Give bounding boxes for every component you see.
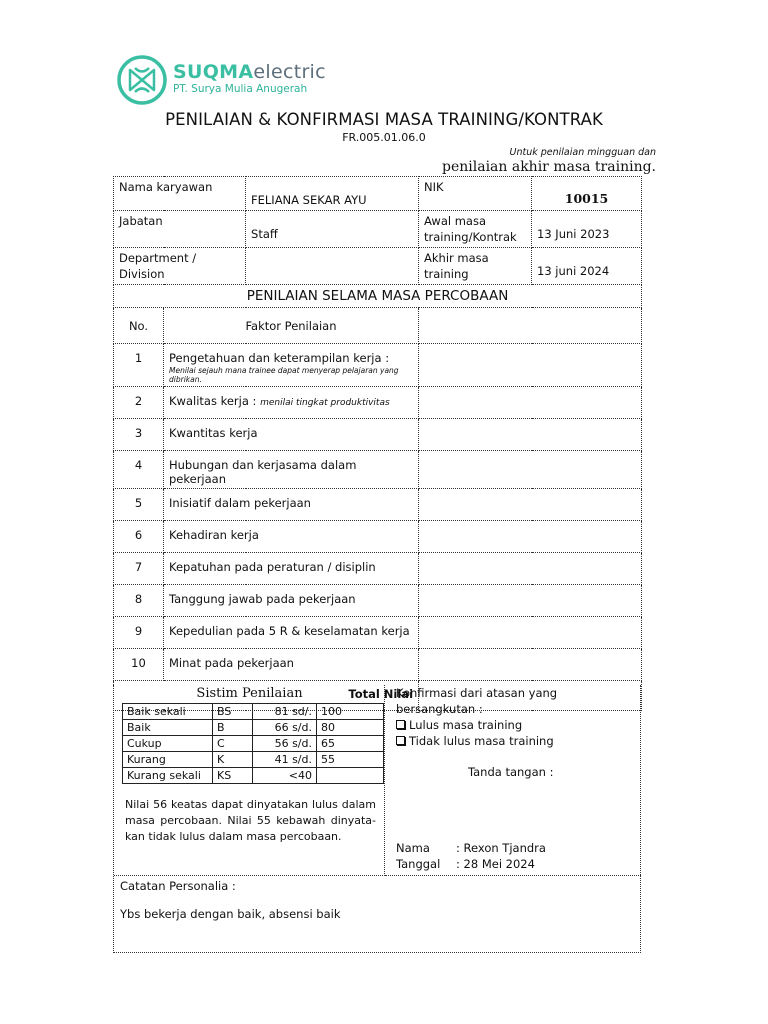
section-header-row [114,285,642,308]
header-faktor: Faktor Penilaian [164,308,419,344]
table-row [114,649,642,681]
konfirmasi-block [396,685,636,749]
table-header-row [114,308,642,344]
awal-value: 13 Juni 2023 [532,211,642,248]
factor-note: menilai tingkat produktivitas [260,398,390,408]
catatan-value: Ybs bekerja dengan baik, absensi baik [120,907,341,921]
lower-section [113,685,641,953]
assessment-table [113,176,642,711]
akhir-label-2: training [424,267,469,281]
jabatan-label: Jabatan [114,211,246,248]
nama-label: Nama karyawan [114,177,246,211]
factor-label: Kepedulian pada 5 R & keselamatan kerja [164,617,419,649]
factor-label: Kwalitas kerja : [169,394,257,408]
signature-label: Tanda tangan : [468,765,554,779]
scale-from: 41 s/d. [253,752,317,768]
scale-from: 81 sd/. [253,704,317,720]
signer-name: : Rexon Tjandra [456,841,546,855]
score-cell[interactable] [419,387,642,419]
scale-from: 66 s/d. [253,720,317,736]
table-row [114,344,642,387]
scale-label: Baik [123,720,213,736]
score-cell[interactable] [419,585,642,617]
dept-label-1: Department / [119,251,197,265]
table-row [114,387,642,419]
factor-label: Tanggung jawab pada pekerjaan [164,585,419,617]
brand-light: electric [253,61,326,83]
signer-name-line [396,840,546,856]
awal-label-1: Awal masa [424,214,487,228]
tanggal-key: Tanggal [396,857,441,871]
table-row [114,489,642,521]
scale-to [317,768,384,784]
document-title: PENILAIAN & KONFIRMASI MASA TRAINING/KONTRAK [165,110,603,129]
option-tidak-label: Tidak lulus masa training [409,734,554,748]
company-logo [115,53,415,107]
brand-name [173,61,326,83]
scale-code: KS [213,768,253,784]
suqma-logo-icon [115,53,169,107]
scale-label: Kurang sekali [123,768,213,784]
akhir-label-1: Akhir masa [424,251,489,265]
info-row-nama [114,177,642,211]
signer-date: : 28 Mei 2024 [456,857,535,871]
factor-no: 8 [114,585,164,617]
scale-row [123,752,384,768]
factor-no: 1 [114,344,164,387]
signer-date-line [396,856,546,872]
signer-block [396,840,546,872]
factor-label: Kwantitas kerja [164,419,419,451]
score-cell[interactable] [419,521,642,553]
factor-no: 4 [114,451,164,489]
dept-label-2: Division [119,267,165,281]
section-title: PENILAIAN SELAMA MASA PERCOBAAN [114,285,642,308]
info-row-dept [114,248,642,285]
scale-label: Baik sekali [123,704,213,720]
sistim-title: Sistim Penilaian [196,686,303,701]
scale-to: 100 [317,704,384,720]
header-score [419,308,642,344]
factor-no: 3 [114,419,164,451]
scale-to: 65 [317,736,384,752]
factor-no: 2 [114,387,164,419]
score-cell[interactable] [419,451,642,489]
nik-label: NIK [419,177,532,211]
factor-no: 10 [114,649,164,681]
option-lulus-label: Lulus masa training [409,718,523,732]
scale-label: Kurang [123,752,213,768]
jabatan-value: Staff [246,211,419,248]
factor-no: 5 [114,489,164,521]
scale-label: Cukup [123,736,213,752]
table-row [114,521,642,553]
scale-code: C [213,736,253,752]
akhir-label [419,248,532,285]
score-cell[interactable] [419,344,642,387]
factor-label: Inisiatif dalam pekerjaan [164,489,419,521]
brand-bold: SUQMA [173,61,254,83]
factor-no: 7 [114,553,164,585]
factor-no: 6 [114,521,164,553]
nama-value: FELIANA SEKAR AYU [246,177,419,211]
note-line-2: penilaian akhir masa training. [442,159,656,175]
factor-cell [164,344,419,387]
nik-value: 10015 [532,177,642,211]
factor-label: Kepatuhan pada peraturan / disiplin [164,553,419,585]
scale-row [123,768,384,784]
note-line-1: Untuk penilaian mingguan dan [509,147,656,158]
scale-from: <40 [253,768,317,784]
scale-table [122,703,384,784]
scale-code: K [213,752,253,768]
awal-label-2: training/Kontrak [424,230,517,244]
sistim-penilaian-box [114,685,385,876]
table-row [114,419,642,451]
scale-code: B [213,720,253,736]
score-cell[interactable] [419,419,642,451]
dept-label [114,248,246,285]
awal-label [419,211,532,248]
score-cell[interactable] [419,489,642,521]
form-code: FR.005.01.06.0 [342,131,426,144]
konfirmasi-heading: Konfirmasi dari atasan yang bersangkutan : [396,686,558,716]
scale-from: 56 s/d. [253,736,317,752]
info-row-jabatan [114,211,642,248]
scale-row [123,704,384,720]
table-row [114,617,642,649]
option-lulus[interactable] [396,717,636,733]
scale-to: 80 [317,720,384,736]
factor-label: Minat pada pekerjaan [164,649,419,681]
scale-to: 55 [317,752,384,768]
dept-value [246,248,419,285]
nama-key: Nama [396,841,430,855]
factor-label: Kehadiran kerja [164,521,419,553]
factor-no: 9 [114,617,164,649]
factor-cell [164,387,419,419]
table-row [114,553,642,585]
company-subtitle: PT. Surya Mulia Anugerah [173,83,308,95]
scale-note: Nilai 56 keatas dapat dinyatakan lulus dalam masa percobaan. Nilai 55 kebawah dinyata-kan tidak lulus dalam masa percobaan. [125,798,376,843]
option-tidak-lulus[interactable] [396,733,636,749]
table-row [114,451,642,489]
catatan-label: Catatan Personalia : [120,879,236,893]
scale-row [123,736,384,752]
header-no: No. [114,308,164,344]
checkbox-icon[interactable] [396,720,405,729]
factor-note: Menilai sejauh mana trainee dapat menyerap pelajaran yang dibrikan. [169,366,399,384]
akhir-value: 13 juni 2024 [532,248,642,285]
scale-code: BS [213,704,253,720]
scale-row [123,720,384,736]
score-cell[interactable] [419,617,642,649]
assessment-sheet [113,176,641,711]
factor-label: Hubungan dan kerjasama dalam pekerjaan [164,451,419,489]
factor-label: Pengetahuan dan keterampilan kerja : [169,351,390,365]
total-label: Total Nilai [114,681,419,711]
score-cell[interactable] [419,553,642,585]
table-row [114,585,642,617]
score-cell[interactable] [419,649,642,681]
checkbox-icon[interactable] [396,736,405,745]
konfirmasi-box [385,685,641,876]
